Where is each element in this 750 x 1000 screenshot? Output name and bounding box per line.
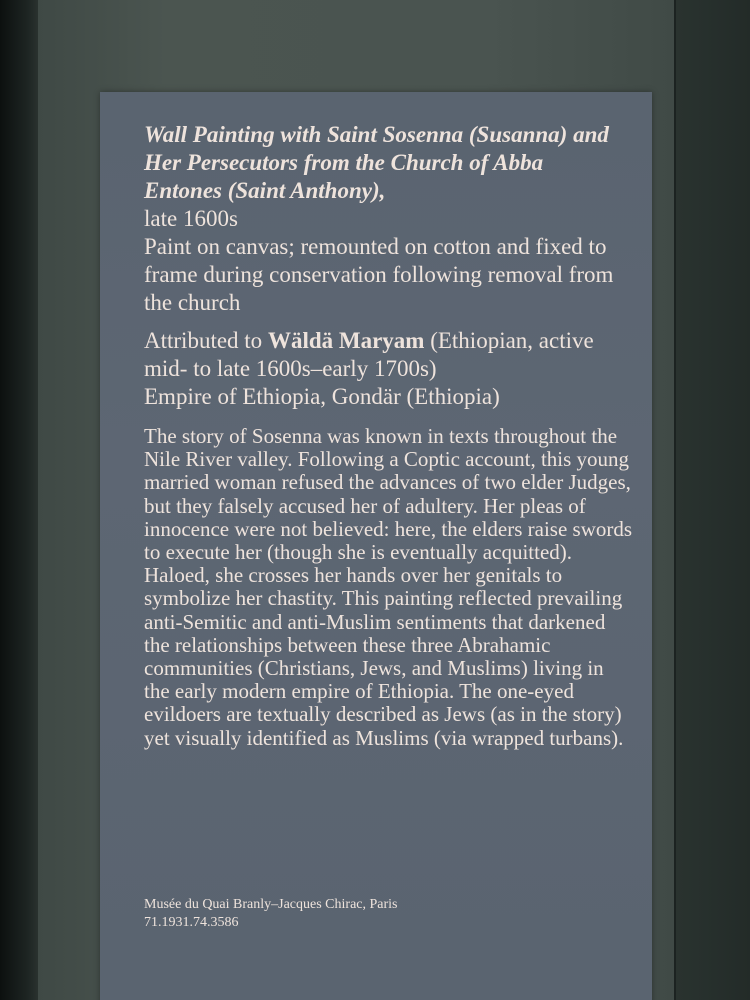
accession-number: 71.1931.74.3586: [144, 915, 239, 930]
artwork-origin: Empire of Ethiopia, Gondär (Ethiopia): [144, 384, 500, 409]
artwork-description: The story of Sosenna was known in texts throughout the Nile River valley. Following a Coptic account, this young married woman refused the advances of two elder Judges, but they falsely accused her of adultery. Her pleas of innocence were not believed: here, the elders raise swords to execute her (though she is eventually acquitted). Haloed, she crosses her hands over her genitals to symbolize her chastity. This painting reflected prevailing anti-Semitic and anti-Muslim sentiments that darkened the relationships between these three Abrahamic communities (Christians, Jews, and Muslims) living in the early modern empire of Ethiopia. The one-eyed evildoers are textually described as Jews (as in the story) yet visually identified as Muslims (via wrapped turbans).: [144, 424, 633, 750]
artist-details: (Ethiopian, active mid- to late 1600s–early 1700s): [144, 328, 594, 381]
artist-name: Wäldä Maryam: [267, 328, 425, 353]
artwork-title: Wall Painting with Saint Sosenna (Susanna) and Her Persecutors from the Church of Abba Entones (Saint Anthony),: [144, 122, 609, 203]
artist-attribution: [144, 327, 624, 383]
adjacent-wall: [676, 0, 750, 1000]
attribution-prefix: Attributed to: [144, 328, 268, 353]
artwork-medium: Paint on canvas; remounted on cotton and fixed to frame during conservation following removal from the church: [144, 234, 614, 315]
credit-line: Musée du Quai Branly–Jacques Chirac, Paris: [144, 897, 398, 912]
dark-left-edge: [0, 0, 40, 1000]
artwork-date: late 1600s: [144, 206, 238, 231]
